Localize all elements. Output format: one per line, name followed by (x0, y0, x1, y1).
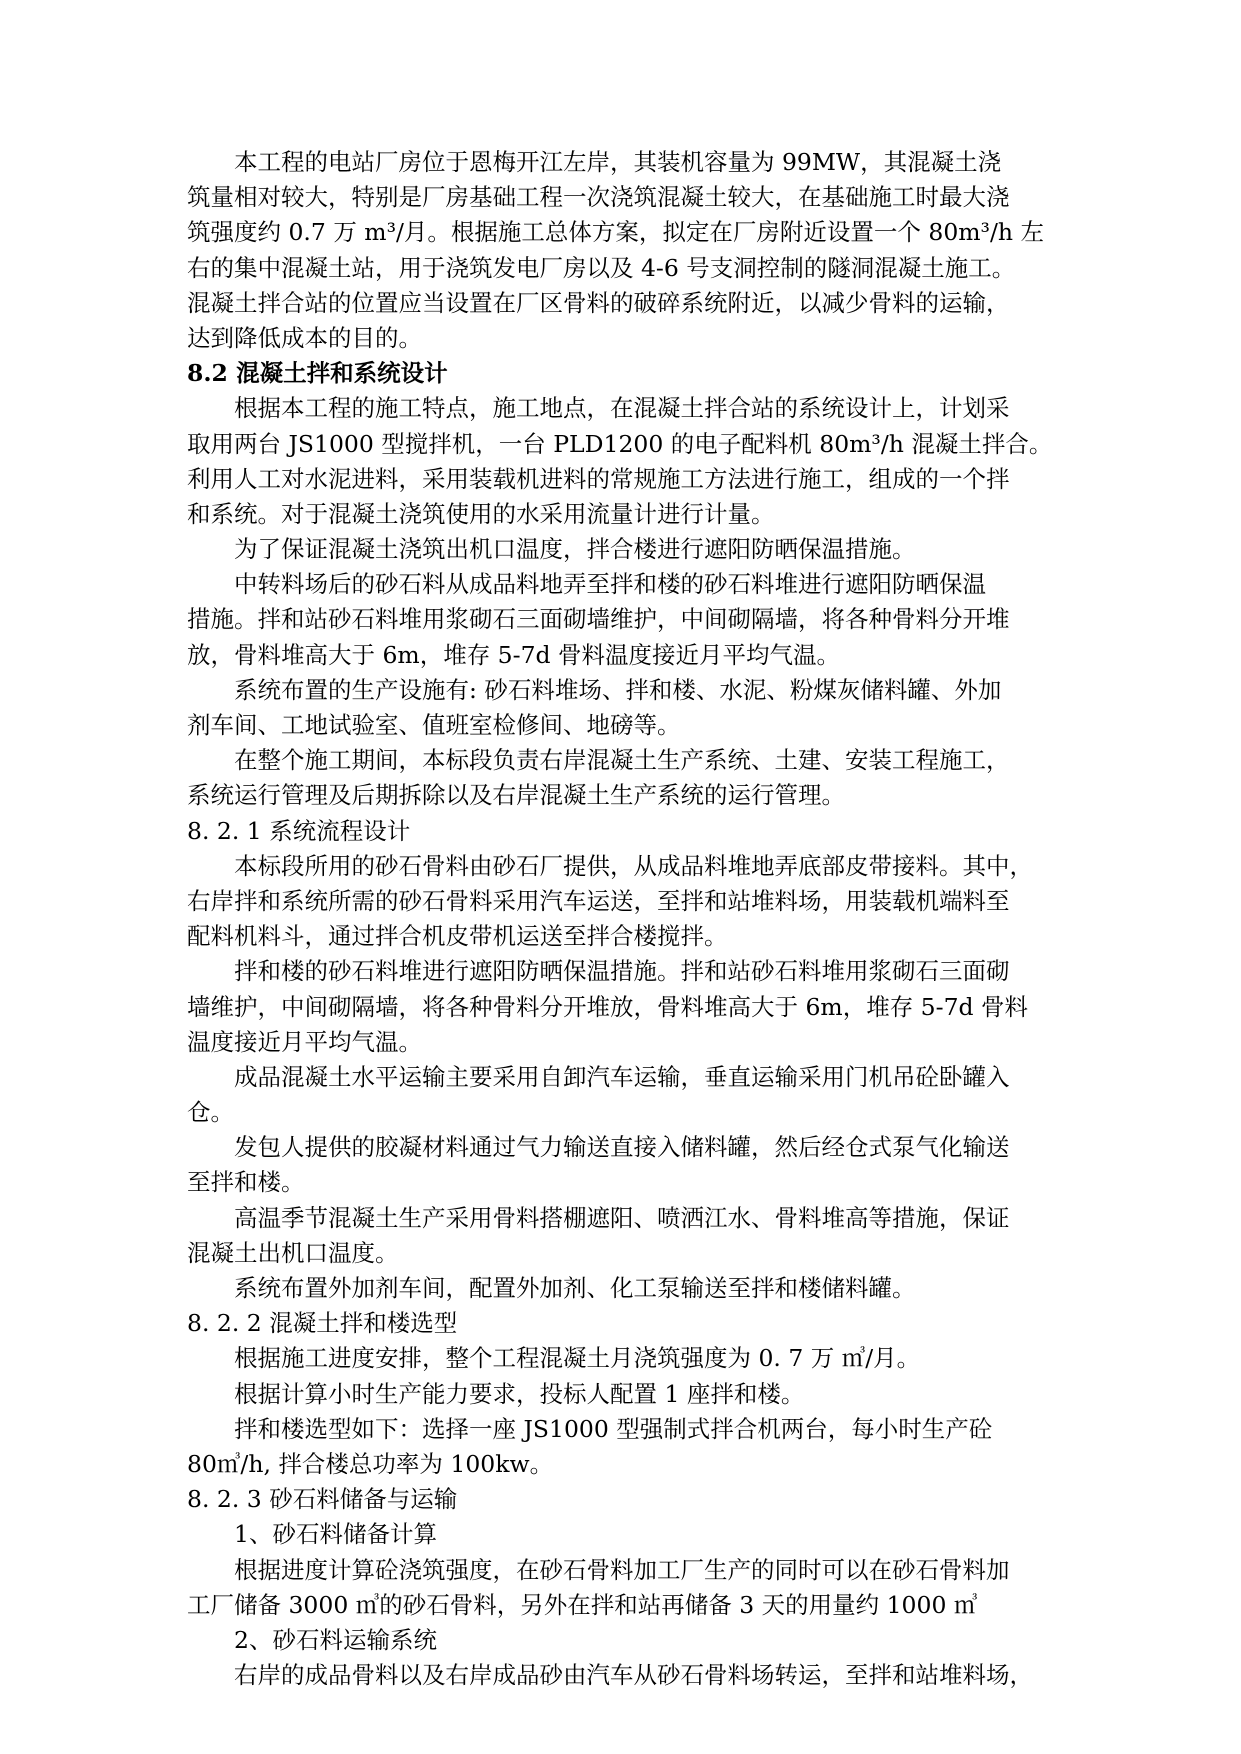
paragraph-line: 根据进度计算砼浇筑强度，在砂石骨料加工厂生产的同时可以在砂石骨料加 (234, 1555, 1010, 1584)
paragraph-line: 仓。 (187, 1098, 234, 1127)
paragraph-line: 根据本工程的施工特点，施工地点，在混凝土拌合站的系统设计上，计划采 (234, 394, 1010, 423)
paragraph-line: 筑强度约 0.7 万 m³/月。根据施工总体方案，拟定在厂房附近设置一个 80m³/h 左 (187, 218, 1045, 247)
subsection-heading: 8. 2. 2 混凝土拌和楼选型 (187, 1309, 458, 1338)
paragraph-line: 剂车间、工地试验室、值班室检修间、地磅等。 (187, 711, 681, 739)
paragraph-line: 系统运行管理及后期拆除以及右岸混凝土生产系统的运行管理。 (187, 781, 845, 810)
paragraph-line: 混凝土出机口温度。 (187, 1238, 399, 1267)
paragraph-line: 为了保证混凝土浇筑出机口温度，拌合楼进行遮阳防晒保温措施。 (234, 535, 916, 564)
paragraph-line: 温度接近月平均气温。 (187, 1027, 422, 1056)
paragraph-line: 右岸拌和系统所需的砂石骨料采用汽车运送，至拌和站堆料场，用装载机端料至 (187, 886, 1010, 915)
paragraph-line: 高温季节混凝土生产采用骨料搭棚遮阳、喷洒江水、骨料堆高等措施，保证 (234, 1203, 1010, 1232)
paragraph-line: 根据施工进度安排，整个工程混凝土月浇筑强度为 0. 7 万 ㎥/月。 (234, 1344, 921, 1373)
paragraph-line: 成品混凝土水平运输主要采用自卸汽车运输，垂直运输采用门机吊砼卧罐入 (234, 1062, 1010, 1091)
paragraph-line: 本工程的电站厂房位于恩梅开江左岸，其装机容量为 99MW，其混凝土浇 (234, 148, 1002, 176)
paragraph-line: 和系统。对于混凝土浇筑使用的水采用流量计进行计量。 (187, 499, 775, 528)
paragraph-line: 达到降低成本的目的。 (187, 323, 422, 352)
paragraph-line: 配料机料斗，通过拌合机皮带机运送至拌合楼搅拌。 (187, 922, 728, 951)
paragraph-line: 工厂储备 3000 ㎥的砂石骨料，另外在拌和站再储备 3 天的用量约 1000 ㎥ (187, 1590, 978, 1619)
paragraph-line: 筑量相对较大，特别是厂房基础工程一次浇筑混凝土较大，在基础施工时最大浇 (187, 183, 1010, 212)
paragraph-line: 80㎥/h, 拌合楼总功率为 100kw。 (187, 1449, 554, 1478)
paragraph-line: 右的集中混凝土站，用于浇筑发电厂房以及 4-6 号支洞控制的隧洞混凝土施工。 (187, 253, 1016, 282)
subsection-heading: 8. 2. 3 砂石料储备与运输 (187, 1485, 458, 1514)
paragraph-line: 本标段所用的砂石骨料由砂石厂提供，从成品料堆地弄底部皮带接料。其中， (234, 851, 1033, 880)
section-heading: 8.2 混凝土拌和系统设计 (187, 359, 448, 388)
paragraph-line: 至拌和楼。 (187, 1168, 305, 1197)
paragraph-line: 措施。拌和站砂石料堆用浆砌石三面砌墙维护，中间砌隔墙，将各种骨料分开堆 (187, 605, 1010, 634)
paragraph-line: 拌和楼选型如下：选择一座 JS1000 型强制式拌合机两台，每小时生产砼 (234, 1414, 993, 1443)
paragraph-line: 中转料场后的砂石料从成品料地弄至拌和楼的砂石料堆进行遮阳防晒保温 (234, 570, 986, 599)
paragraph-line: 系统布置外加剂车间，配置外加剂、化工泵输送至拌和楼储料罐。 (234, 1274, 916, 1302)
paragraph-line: 发包人提供的胶凝材料通过气力输送直接入储料罐，然后经仓式泵气化输送 (234, 1133, 1010, 1162)
subsection-heading: 8. 2. 1 系统流程设计 (187, 816, 411, 845)
paragraph-line: 放，骨料堆高大于 6m，堆存 5-7d 骨料温度接近月平均气温。 (187, 640, 841, 669)
paragraph-line: 拌和楼的砂石料堆进行遮阳防晒保温措施。拌和站砂石料堆用浆砌石三面砌 (234, 957, 1010, 986)
paragraph-line: 在整个施工期间，本标段负责右岸混凝土生产系统、土建、安装工程施工， (234, 746, 1010, 775)
paragraph-line: 根据计算小时生产能力要求，投标人配置 1 座拌和楼。 (234, 1379, 805, 1408)
paragraph-line: 取用两台 JS1000 型搅拌机，一台 PLD1200 的电子配料机 80m³/h 混凝土拌合。 (187, 429, 1053, 458)
paragraph-line: 右岸的成品骨料以及右岸成品砂由汽车从砂石骨料场转运，至拌和站堆料场， (234, 1661, 1033, 1690)
paragraph-line: 混凝土拌合站的位置应当设置在厂区骨料的破碎系统附近，以减少骨料的运输， (187, 288, 1010, 317)
paragraph-line: 利用人工对水泥进料，采用装载机进料的常规施工方法进行施工，组成的一个拌 (187, 464, 1010, 493)
list-item-heading: 2、砂石料运输系统 (234, 1625, 437, 1654)
list-item-heading: 1、砂石料储备计算 (234, 1520, 437, 1549)
paragraph-line: 墙维护，中间砌隔墙，将各种骨料分开堆放，骨料堆高大于 6m，堆存 5-7d 骨料 (187, 992, 1029, 1021)
paragraph-line: 系统布置的生产设施有: 砂石料堆场、拌和楼、水泥、粉煤灰储料罐、外加 (234, 675, 1002, 704)
